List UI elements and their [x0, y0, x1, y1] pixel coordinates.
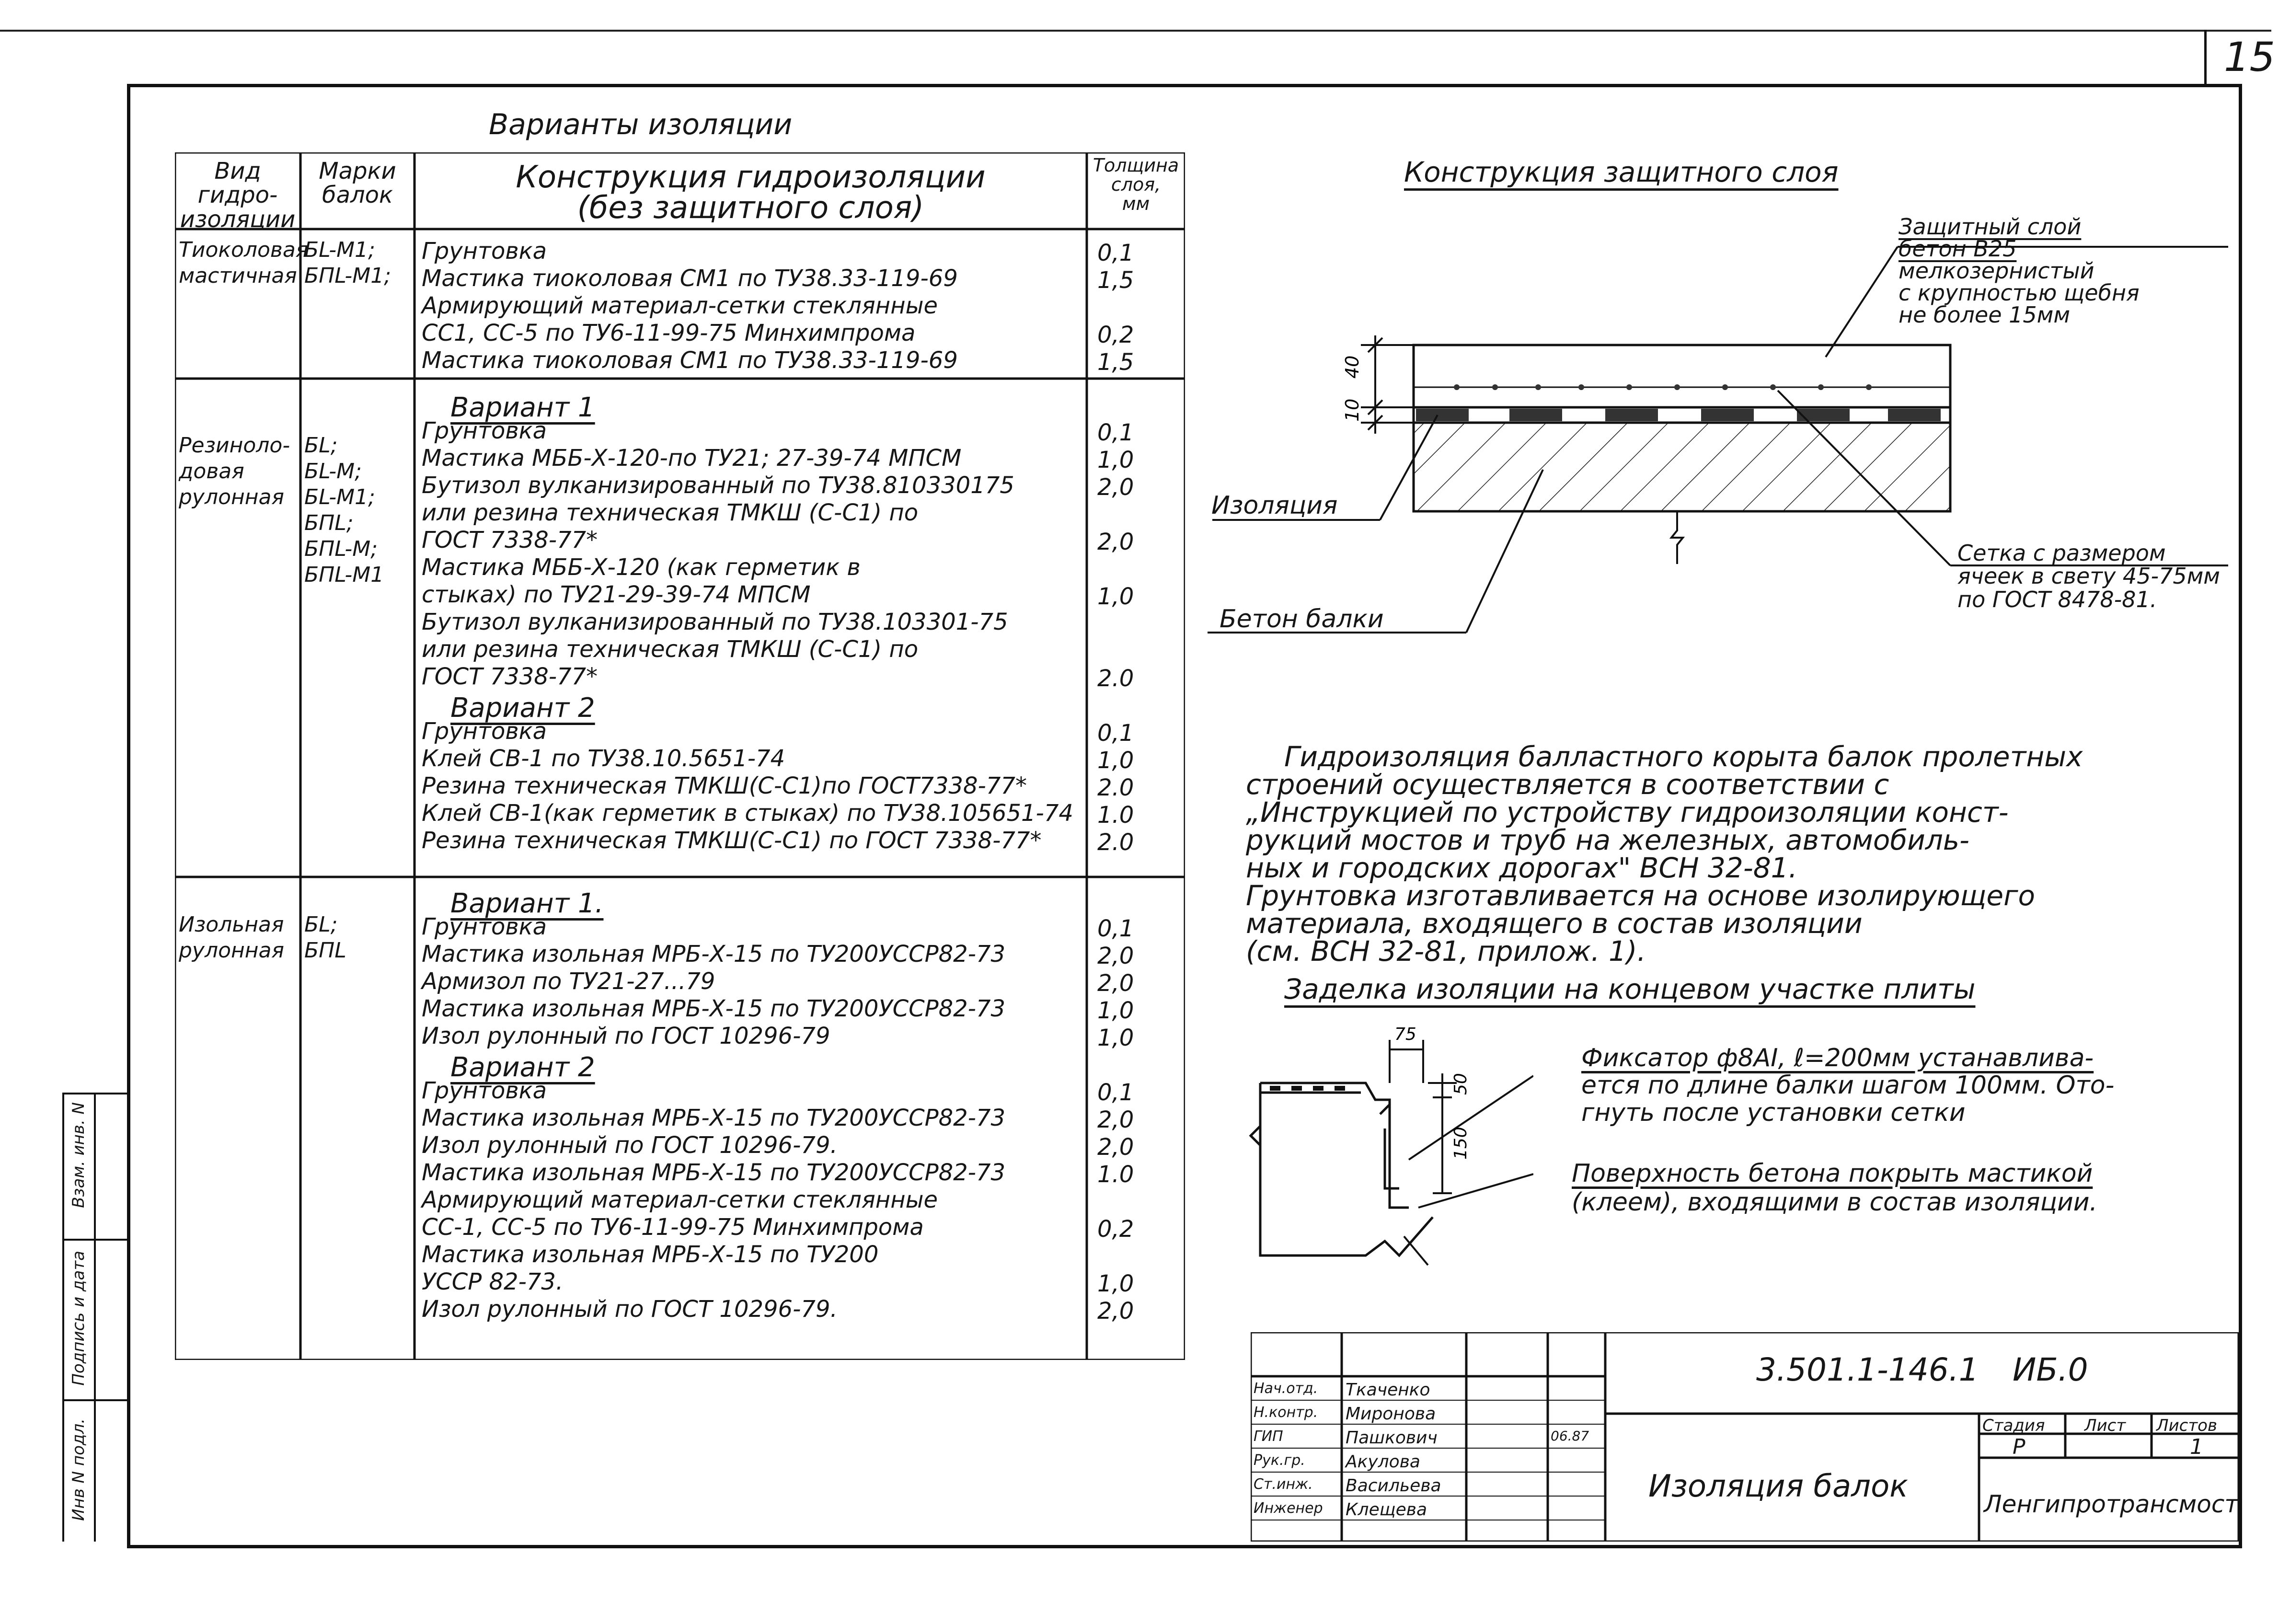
end-section-title: Заделка изоляции на концевом участке плиты	[1284, 973, 1976, 1005]
signer-role: Н.контр.	[1254, 1404, 1318, 1421]
label-beam-concrete: Бетон балки	[1220, 605, 1384, 633]
thickness-value: 0,1	[1097, 240, 1134, 266]
side-label-signature-date: Подпись и дата	[69, 1251, 88, 1386]
construction-line: СС1, СС-5 по ТУ6-11-99-75 Минхимпрома	[422, 320, 916, 346]
fixator-note: Фиксатор ф8АI, ℓ=200мм устанавлива- ется по длине балки шагом 100мм. Ото- гнуть после установки сетки	[1581, 1044, 2115, 1128]
thickness-value: 1,0	[1097, 1270, 1134, 1297]
construction-line: Грунтовка	[422, 718, 547, 745]
thickness-value: 1.0	[1097, 802, 1134, 829]
side-label-replace-inv: Взам. инв. N	[69, 1102, 88, 1208]
table-caption: Варианты изоляции	[489, 108, 793, 141]
construction-line: Изол рулонный по ГОСТ 10296-79	[422, 1023, 830, 1049]
construction-line: Грунтовка	[422, 913, 547, 940]
doc-code: 3.501.1-146.1	[1756, 1351, 1979, 1388]
construction-line: Армизол по ТУ21-27...79	[422, 968, 715, 995]
thickness-value: 0,1	[1097, 720, 1134, 747]
title-block	[1251, 1332, 2239, 1542]
stage-value: Р	[2013, 1435, 2025, 1459]
variant-heading: Вариант 1.	[450, 888, 604, 919]
beam-concrete-hatch	[1414, 423, 1950, 511]
mesh-note: Сетка с размером ячеек в свету 45-75мм по ГОСТ 8478-81.	[1957, 540, 2221, 612]
construction-line: Армирующий материал-сетки стеклянные	[422, 292, 938, 319]
thickness-value: 2,0	[1097, 943, 1134, 969]
construction-line: Мастика МББ-Х-120-по ТУ21; 27-39-74 МПСМ	[422, 445, 962, 472]
construction-line: ГОСТ 7338-77*	[422, 527, 598, 553]
construction-line: СС-1, СС-5 по ТУ6-11-99-75 Минхимпрома	[422, 1214, 924, 1241]
construction-line: Грунтовка	[422, 417, 547, 444]
section-mark: БL-М;	[304, 459, 362, 484]
signer-role: Ст.инж.	[1254, 1476, 1313, 1493]
protective-layer-note: Защитный слой бетон В25 мелкозернистый с крупностью щебня не более 15мм	[1899, 214, 2140, 328]
signer-name: Пашкович	[1346, 1428, 1438, 1448]
protective-concrete-layer	[1414, 345, 1950, 407]
insulation-variants-table	[175, 152, 1185, 1360]
thickness-value: 2.0	[1097, 829, 1134, 856]
header-marks: Марки балок	[319, 158, 396, 209]
construction-line: Армирующий материал-сетки стеклянные	[422, 1186, 938, 1213]
section-mark: БL-М1;	[304, 485, 375, 509]
variant-heading: Вариант 2	[450, 692, 595, 724]
construction-line: Изол рулонный по ГОСТ 10296-79.	[422, 1296, 838, 1323]
section-type-line: рулонная	[179, 485, 284, 509]
section-mark: БL;	[304, 433, 338, 458]
signer-name: Ткаченко	[1346, 1380, 1430, 1400]
section-mark: БПL-М;	[304, 537, 378, 561]
section-mark: БПL;	[304, 511, 354, 535]
signer-role: ГИП	[1254, 1428, 1283, 1445]
sheet-corner-number: 15	[2224, 34, 2275, 81]
construction-line: Мастика изольная МРБ-Х-15 по ТУ200УССР82-73	[422, 941, 1006, 967]
thickness-value: 2,0	[1097, 1106, 1134, 1133]
signer-date: 06.87	[1551, 1428, 1589, 1444]
construction-line: Резина техническая ТМКШ(С-С1) по ГОСТ 7338-77*	[422, 827, 1042, 854]
signer-role: Инженер	[1254, 1500, 1323, 1517]
thickness-value: 1.0	[1097, 1161, 1134, 1188]
construction-line: Мастика тиоколовая СМ1 по ТУ38.33-119-69	[422, 265, 958, 292]
sheets-value: 1	[2190, 1435, 2203, 1459]
side-stamp	[62, 1093, 127, 1542]
construction-line: Изол рулонный по ГОСТ 10296-79.	[422, 1132, 838, 1159]
insulation-layer	[1414, 407, 1950, 423]
thickness-value: 0,1	[1097, 1079, 1134, 1106]
construction-line: Бутизол вулканизированный по ТУ38.810330175	[422, 472, 1014, 499]
construction-line: Мастика изольная МРБ-Х-15 по ТУ200УССР82-73	[422, 1159, 1006, 1186]
section-mark: БПL-М1;	[304, 264, 391, 288]
thickness-value: 2.0	[1097, 774, 1134, 801]
thickness-value: 2.0	[1097, 665, 1134, 692]
thickness-value: 1,0	[1097, 747, 1134, 774]
construction-line: Мастика тиоколовая СМ1 по ТУ38.33-119-69	[422, 347, 958, 374]
org-name: Ленгипротрансмост	[1984, 1490, 2239, 1518]
section-type-line: мастичная	[179, 264, 297, 288]
end-section-drawing	[1246, 1016, 1533, 1303]
top-border-line	[0, 30, 2271, 32]
construction-line: Грунтовка	[422, 1077, 547, 1104]
thickness-value: 0,2	[1097, 1216, 1134, 1243]
section-mark: БПL	[304, 938, 346, 963]
construction-line: Грунтовка	[422, 238, 547, 265]
section-type-line: Тиоколовая	[179, 238, 309, 262]
header-type: Вид гидро- изоляции	[180, 158, 296, 233]
header-thickness: Толщина слоя, мм	[1093, 155, 1179, 214]
section-mark: БL;	[304, 912, 338, 937]
construction-line: Мастика МББ-Х-120 (как герметик в	[422, 554, 861, 581]
thickness-value: 1,0	[1097, 1025, 1134, 1051]
col-stage-label: Стадия	[1982, 1416, 2045, 1435]
doc-name: Изоляция балок	[1648, 1469, 1908, 1504]
dim-75-label: 75	[1394, 1025, 1416, 1044]
signer-name: Миронова	[1346, 1404, 1436, 1424]
section-type-line: довая	[179, 459, 244, 484]
construction-line: Клей СВ-1(как герметик в стыках) по ТУ38.105651-74	[422, 800, 1073, 827]
section-mark: БL-М1;	[304, 238, 375, 262]
label-insulation: Изоляция	[1211, 491, 1338, 520]
thickness-value: 2,0	[1097, 474, 1134, 501]
section-type-line: Изольная	[179, 912, 284, 937]
thickness-value: 0,2	[1097, 322, 1134, 348]
construction-line: или резина техническая ТМКШ (С-С1) по	[422, 636, 919, 663]
col-sheets-label: Листов	[2156, 1416, 2218, 1435]
signer-role: Нач.отд.	[1254, 1380, 1318, 1397]
thickness-value: 0,1	[1097, 419, 1134, 446]
variant-heading: Вариант 1	[450, 392, 595, 423]
col-sheet-label: Лист	[2084, 1416, 2126, 1435]
surface-note: Поверхность бетона покрыть мастикой (клеем), входящими в состав изоляции.	[1572, 1159, 2098, 1217]
construction-line: Мастика изольная МРБ-Х-15 по ТУ200	[422, 1241, 879, 1268]
signer-name: Васильева	[1346, 1476, 1441, 1496]
section-type-line: Резиноло-	[179, 433, 290, 458]
construction-line: Клей СВ-1 по ТУ38.10.5651-74	[422, 745, 785, 772]
construction-line: Бутизол вулканизированный по ТУ38.103301-75	[422, 609, 1008, 635]
construction-line: Мастика изольная МРБ-Х-15 по ТУ200УССР82-73	[422, 995, 1006, 1022]
dim-50-label: 50	[1451, 1073, 1471, 1095]
construction-line: ГОСТ 7338-77*	[422, 663, 598, 690]
dim-40-label: 40	[1342, 355, 1363, 379]
side-label-inv-original: Инв N подл.	[69, 1418, 88, 1521]
variant-heading: Вариант 2	[450, 1052, 595, 1083]
signer-role: Рук.гр.	[1254, 1452, 1305, 1469]
thickness-value: 1,5	[1097, 349, 1134, 376]
header-construction: Конструкция гидроизоляции (без защитного слоя)	[516, 160, 986, 226]
thickness-value: 2,0	[1097, 1298, 1134, 1325]
construction-line: УССР 82-73.	[422, 1268, 564, 1295]
thickness-value: 1,5	[1097, 267, 1134, 294]
protective-layer-title: Конструкция защитного слоя	[1404, 156, 1839, 188]
construction-line: стыках) по ТУ21-29-39-74 МПСМ	[422, 581, 811, 608]
section-type-line: рулонная	[179, 938, 284, 963]
dim-150-label: 150	[1451, 1127, 1471, 1160]
construction-line: или резина техническая ТМКШ (С-С1) по	[422, 499, 919, 526]
signer-name: Клещева	[1346, 1500, 1427, 1520]
thickness-value: 2,0	[1097, 1134, 1134, 1161]
thickness-value: 1,0	[1097, 583, 1134, 610]
dim-10-label: 10	[1342, 398, 1363, 422]
signer-name: Акулова	[1346, 1452, 1420, 1472]
thickness-value: 2,0	[1097, 529, 1134, 555]
thickness-value: 1,0	[1097, 447, 1134, 473]
construction-line: Резина техническая ТМКШ(С-С1)по ГОСТ7338-77*	[422, 772, 1027, 799]
thickness-value: 2,0	[1097, 970, 1134, 997]
sheet-corner-box	[2204, 30, 2288, 85]
construction-line: Мастика изольная МРБ-Х-15 по ТУ200УССР82-73	[422, 1105, 1006, 1131]
section-mark: БПL-М1	[304, 563, 384, 587]
thickness-value: 1,0	[1097, 997, 1134, 1024]
doc-section: ИБ.0	[2013, 1351, 2088, 1388]
thickness-value: 0,1	[1097, 915, 1134, 942]
